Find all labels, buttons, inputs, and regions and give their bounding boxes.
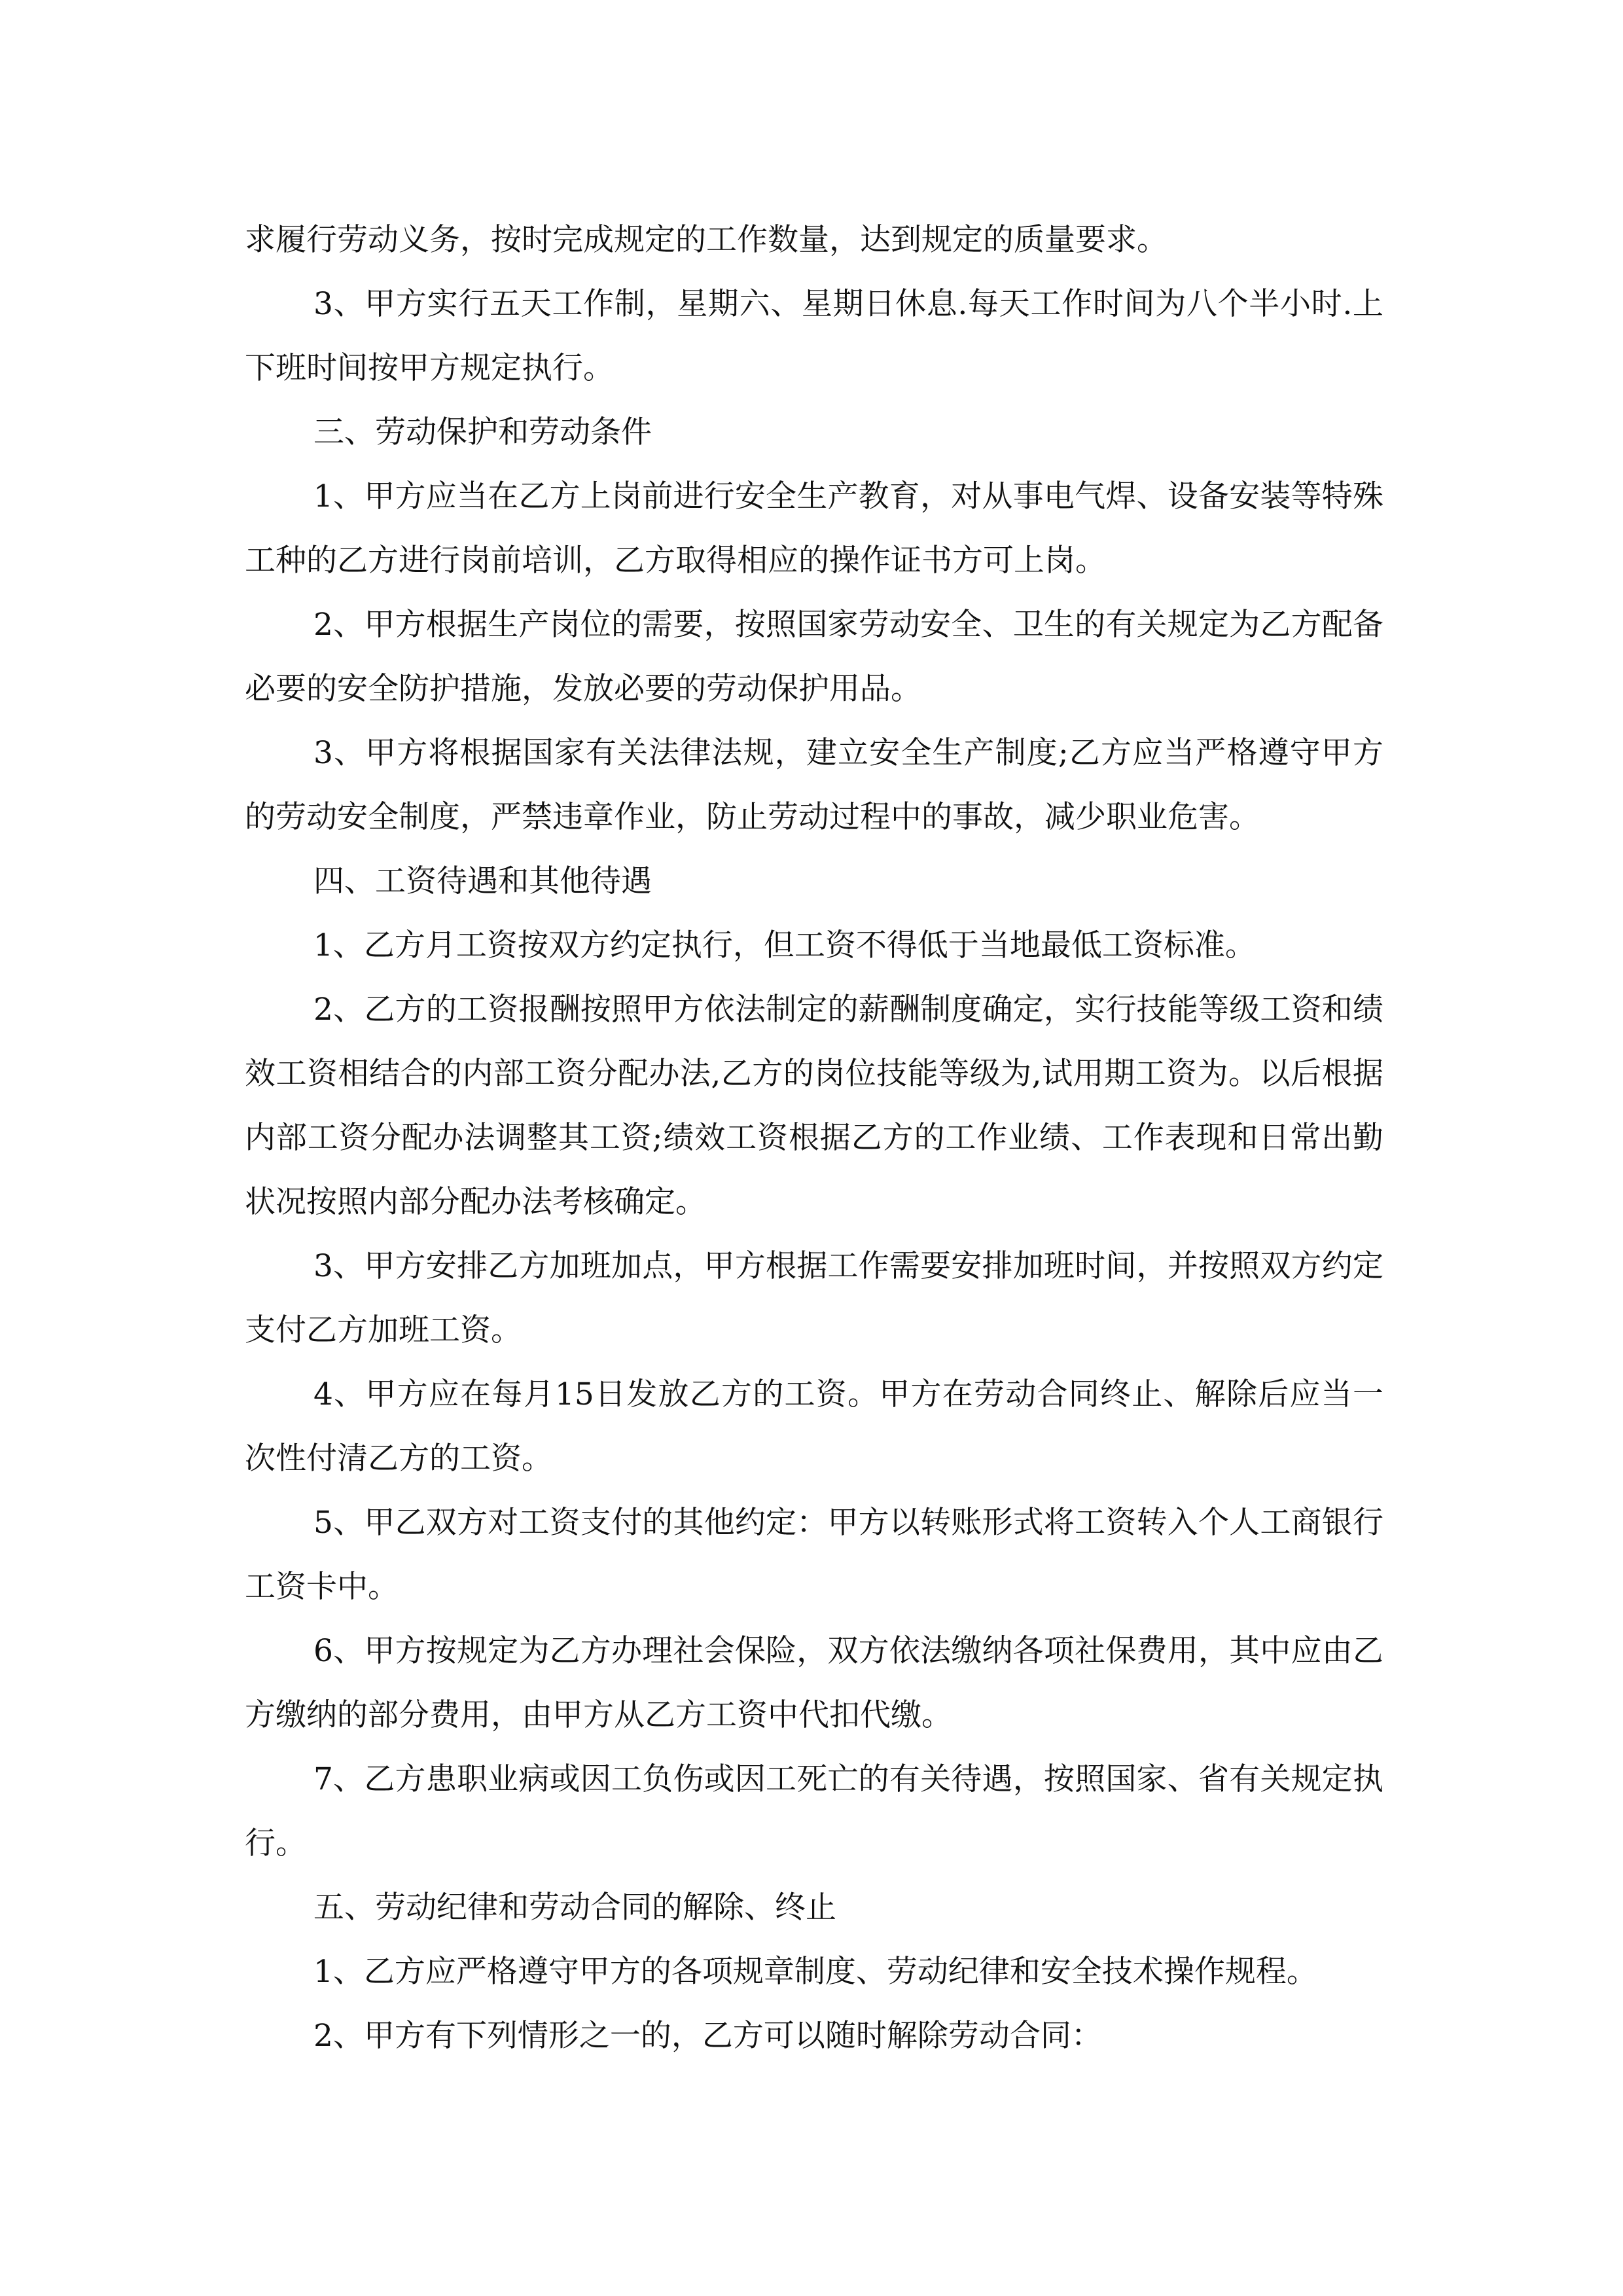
section-heading-labor-protection: 三、劳动保护和劳动条件 xyxy=(313,414,652,450)
paragraph-payment-method: 5、甲乙双方对工资支付的其他约定：甲方以转账形式将工资转入个人工商银行工资卡中。 xyxy=(245,1505,1383,1605)
paragraph-social-insurance: 6、甲方按规定为乙方办理社会保险，双方依法缴纳各项社保费用，其中应由乙方缴纳的部分费用，由甲方从乙方工资中代扣代缴。 xyxy=(245,1633,1383,1733)
paragraph-monthly-wage: 1、乙方月工资按双方约定执行，但工资不得低于当地最低工资标准。 xyxy=(313,927,1256,963)
paragraph-termination-conditions: 2、甲方有下列情形之一的，乙方可以随时解除劳动合同： xyxy=(313,2018,1102,2054)
paragraph-protective-equipment: 2、甲方根据生产岗位的需要，按照国家劳动安全、卫生的有关规定为乙方配备必要的安全防护措施，发放必要的劳动保护用品。 xyxy=(245,607,1383,707)
section-heading-wages: 四、工资待遇和其他待遇 xyxy=(313,863,652,899)
paragraph-continuation: 求履行劳动义务，按时完成规定的工作数量，达到规定的质量要求。 xyxy=(245,222,1168,258)
paragraph-payday: 4、甲方应在每月15日发放乙方的工资。甲方在劳动合同终止、解除后应当一次性付清乙方的工资。 xyxy=(245,1376,1383,1477)
paragraph-occupational-injury: 7、乙方患职业病或因工负伤或因工死亡的有关待遇，按照国家、省有关规定执行。 xyxy=(245,1761,1383,1861)
section-heading-termination: 五、劳动纪律和劳动合同的解除、终止 xyxy=(313,1890,836,1926)
paragraph-discipline: 1、乙方应严格遵守甲方的各项规章制度、劳动纪律和安全技术操作规程。 xyxy=(313,1954,1317,1990)
paragraph-overtime: 3、甲方安排乙方加班加点，甲方根据工作需要安排加班时间，并按照双方约定支付乙方加班工资。 xyxy=(245,1248,1383,1348)
paragraph-safety-education: 1、甲方应当在乙方上岗前进行安全生产教育，对从事电气焊、设备安装等特殊工种的乙方进行岗前培训，乙方取得相应的操作证书方可上岗。 xyxy=(245,478,1383,579)
paragraph-safety-system: 3、甲方将根据国家有关法律法规，建立安全生产制度;乙方应当严格遵守甲方的劳动安全制度，严禁违章作业，防止劳动过程中的事故，减少职业危害。 xyxy=(245,735,1383,835)
paragraph-work-schedule: 3、甲方实行五天工作制，星期六、星期日休息.每天工作时间为八个半小时.上下班时间按甲方规定执行。 xyxy=(245,286,1383,386)
document-page xyxy=(245,208,1383,2068)
paragraph-salary-system: 2、乙方的工资报酬按照甲方依法制定的薪酬制度确定，实行技能等级工资和绩效工资相结合的内部工资分配办法,乙方的岗位技能等级为,试用期工资为。以后根据内部工资分配办法调整其工资;绩效工资根据乙方的工作业绩、工作表现和日常出勤状况按照内部分配办法考核确定。 xyxy=(245,992,1383,1220)
